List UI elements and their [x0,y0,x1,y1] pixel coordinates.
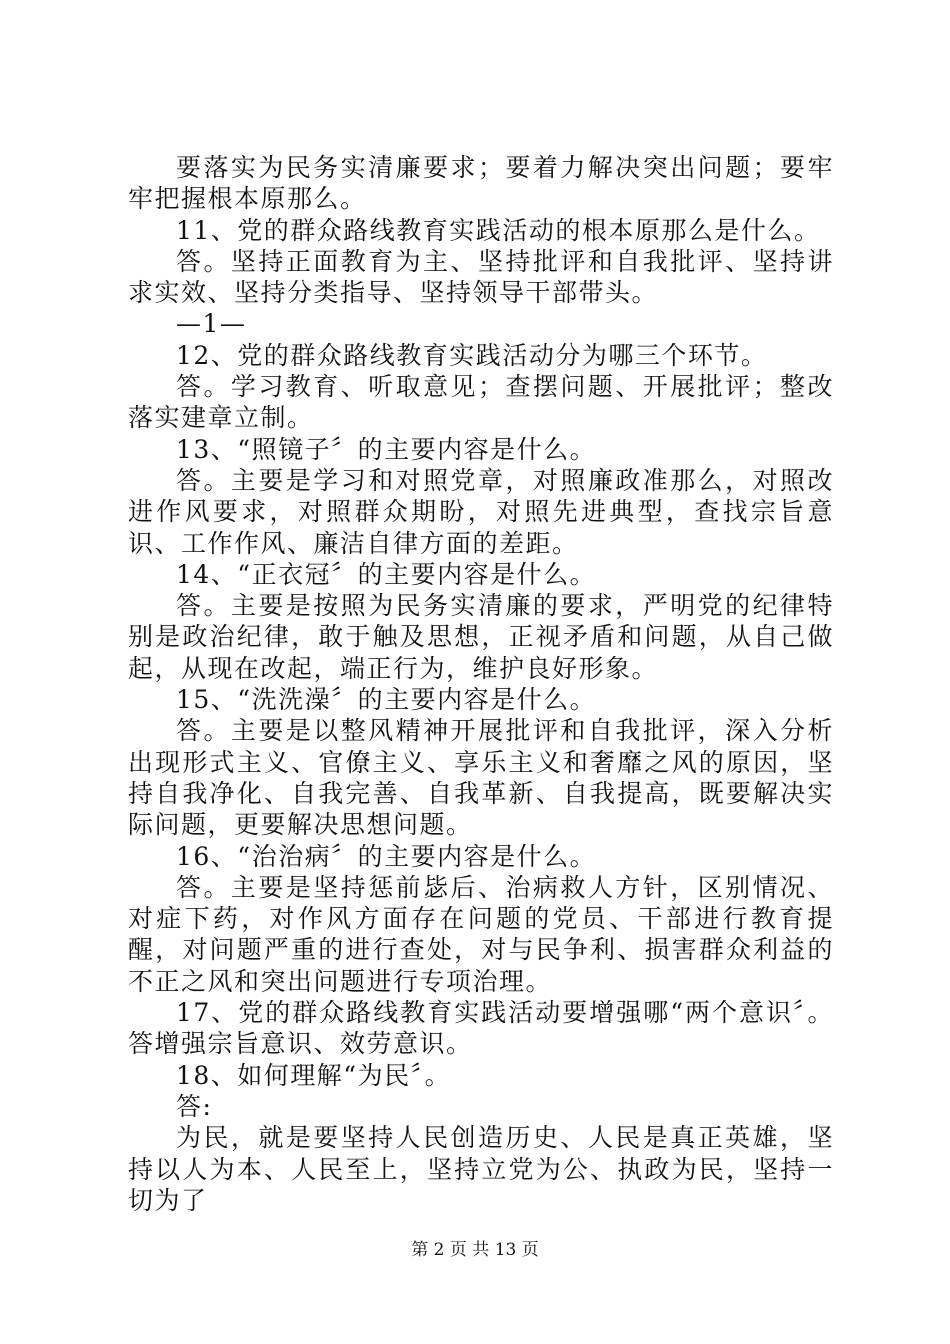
inline-page-marker: —1— [176,309,247,339]
answer-paragraph: 答。主要是坚持惩前毖后、治病救人方针，区别情况、对症下药，对作风方面存在问题的党员、干部进行教育提醒，对问题严重的进行查处，对与民争利、损害群众利益的不正之风和突出问题进行专项治理。 [128,872,834,996]
answer-label: 答: [176,1091,213,1121]
page-footer: 第 2 页 共 13 页 [411,1240,539,1260]
answer-paragraph: 答。主要是按照为民务实清廉的要求，严明党的纪律特别是政治纪律，敢于触及思想，正视矛盾和问题，从自己做起，从现在改起，端正行为，维护良好形象。 [128,591,834,683]
question-heading: 11、党的群众路线教育实践活动的根本原那么是什么。 [176,215,821,245]
question-heading: 13、“照镜子〞的主要内容是什么。 [176,434,597,464]
question-heading: 18、如何理解“为民〞。 [176,1060,452,1090]
document-body [128,152,834,1216]
question-heading: 15、“洗洗澡〞的主要内容是什么。 [176,685,597,715]
question-heading: 14、“正衣冠〞的主要内容是什么。 [176,559,597,589]
answer-paragraph: 为民，就是要坚持人民创造历史、人民是真正英雄，坚持以人为本、人民至上，坚持立党为公、执政为民，坚持一切为了 [128,1123,834,1215]
question-heading: 12、党的群众路线教育实践活动分为哪三个环节。 [176,340,768,370]
question-answer-paragraph: 17、党的群众路线教育实践活动要增强哪“两个意识〞。答增强宗旨意识、效劳意识。 [128,998,834,1059]
answer-paragraph: 答。学习教育、听取意见；查摆问题、开展批评；整改落实建章立制。 [128,372,834,433]
question-heading: 16、“治治病〞的主要内容是什么。 [176,841,597,871]
answer-paragraph: 答。坚持正面教育为主、坚持批评和自我批评、坚持讲求实效、坚持分类指导、坚持领导干部带头。 [128,246,834,308]
paragraph: 要落实为民务实清廉要求；要着力解决突出问题；要牢牢把握根本原那么。 [128,153,834,214]
answer-paragraph: 答。主要是学习和对照党章，对照廉政准那么，对照改进作风要求，对照群众期盼，对照先进典型，查找宗旨意识、工作作风、廉洁自律方面的差距。 [128,465,834,558]
answer-paragraph: 答。主要是以整风精神开展批评和自我批评，深入分析出现形式主义、官僚主义、享乐主义和奢靡之风的原因，坚持自我净化、自我完善、自我革新、自我提高，既要解决实际问题，更要解决思想问题。 [128,716,834,840]
